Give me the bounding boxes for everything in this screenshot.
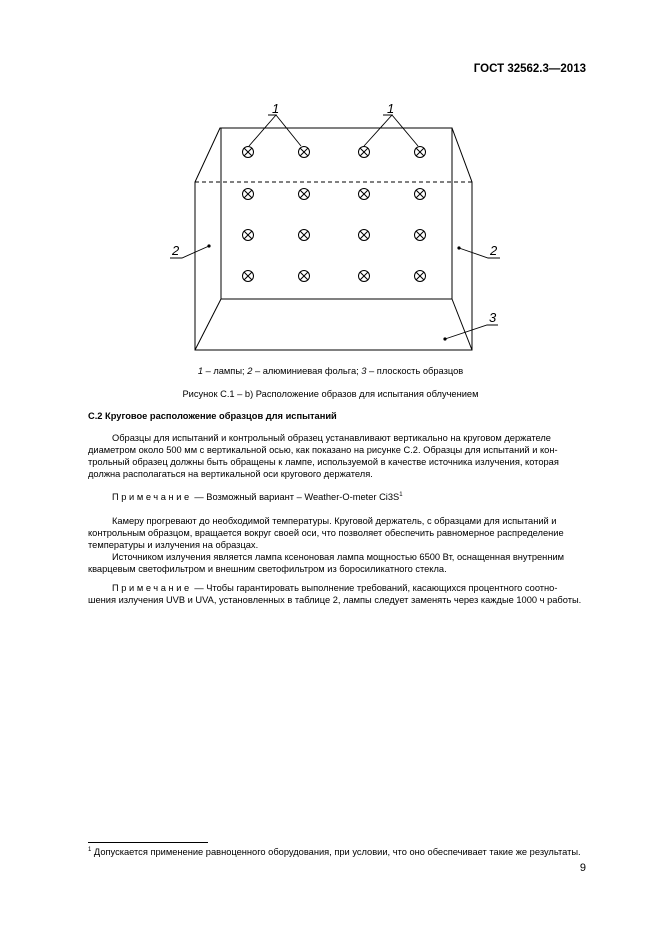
foil-marker-left — [207, 244, 210, 247]
legend-text-3: – плоскость образцов — [366, 366, 464, 376]
paragraph-3-line-2: кварцевым светофильтром и внешним светофильтром из боросиликатного стекла. — [88, 564, 447, 574]
note-1-label: Примечание — [112, 492, 192, 503]
note-2-line-2: шения излучения UVB и UVA, установленных в таблице 2, лампы следует заменять через каждые 1000 ч работы. — [88, 595, 582, 605]
lamp-icon — [243, 189, 254, 200]
page-number: 9 — [579, 862, 586, 874]
legend-number-3: 3 — [361, 366, 367, 376]
footnote-text: Допускается применение равноценного оборудования, при условии, что оно обеспечивает такие же результаты. — [91, 847, 581, 858]
paragraph-2-line-2: контрольным образцом, вращается вокруг своей оси, что позволяет обеспечить равномерное распределение — [88, 528, 564, 538]
legend-text-2: – алюминиевая фольга; — [252, 366, 362, 376]
figure-legend — [0, 366, 661, 376]
legend-number-2: 2 — [247, 366, 253, 376]
paragraph-1-line-1: Образцы для испытаний и контрольный образец устанавливают вертикально на круговом держателе — [112, 433, 551, 443]
footnote-mark: 1 — [88, 847, 92, 853]
exposure-chamber-figure — [0, 0, 661, 360]
lamp-icon — [359, 147, 370, 158]
callout-plane: 3 — [489, 310, 497, 325]
lamp-icon — [299, 189, 310, 200]
lamp-icon — [299, 230, 310, 241]
callout-lamp-right: 1 — [387, 101, 395, 116]
paragraph-2-line-1: Камеру прогревают до необходимой температуры. Круговой держатель, с образцами для испытаний и — [112, 516, 557, 526]
legend-text-1: – лампы; — [202, 366, 248, 376]
lamp-icon — [243, 271, 254, 282]
lamp-icon — [359, 271, 370, 282]
legend-number-1: 1 — [197, 366, 203, 376]
note-2-label: Примечание — [112, 583, 192, 593]
note-2-line-1: — Чтобы гарантировать выполнение требований, касающихся процентного соотно- — [191, 583, 558, 593]
floor-edge-right — [452, 299, 472, 350]
paragraph-1-line-3: трольный образец должны быть обращены к лампе, используемой в качестве источника излучения, которая — [88, 457, 559, 467]
lamp-icon — [359, 189, 370, 200]
lamp-icon — [415, 189, 426, 200]
footnote-separator — [88, 842, 208, 843]
foil-marker-right — [457, 246, 460, 249]
paragraph-3 — [88, 551, 584, 575]
plane-marker — [443, 337, 446, 340]
lamp-callout-line-right-b — [392, 115, 418, 146]
lamp-grid — [243, 147, 426, 282]
lamp-icon — [299, 271, 310, 282]
callout-foil-left: 2 — [172, 243, 180, 258]
paragraph-1-line-4: должна располагаться на вертикальной оси кругового держателя. — [88, 469, 373, 479]
lamp-icon — [415, 230, 426, 241]
paragraph-1-line-2: диаметром около 500 мм с вертикальной осью, как показано на рисунке С.2. Образцы для испытаний и кон- — [88, 445, 558, 455]
note-2 — [88, 582, 584, 606]
paragraph-2 — [88, 515, 584, 551]
lamp-icon — [243, 147, 254, 158]
lamp-icon — [359, 230, 370, 241]
callout-foil-right: 2 — [490, 243, 498, 258]
lamp-callout-line-right-a — [364, 115, 392, 146]
section-heading: С.2 Круговое расположение образцов для испытаний — [88, 411, 337, 421]
lamp-icon — [299, 147, 310, 158]
lamp-callout-line-left-b — [276, 115, 301, 146]
footnote — [88, 847, 581, 857]
lamp-icon — [243, 230, 254, 241]
footnote-ref: 1 — [399, 492, 403, 498]
figure-caption: Рисунок С.1 – b) Расположение образов для испытания облучением — [182, 389, 479, 399]
paragraph-2-line-3: температуры и излучения на образцах. — [88, 540, 259, 550]
lamp-icon — [415, 147, 426, 158]
document-header: ГОСТ 32562.3—2013 — [473, 63, 586, 75]
note-1 — [88, 489, 584, 503]
floor-edge-left — [195, 299, 221, 350]
note-1-text: — Возможный вариант – Weather-O-meter Ci3S — [191, 492, 400, 503]
chamber-outline — [195, 128, 472, 350]
paragraph-3-line-1: Источником излучения является лампа ксеноновая лампа мощностью 6500 Вт, оснащенная внутренним — [112, 552, 565, 562]
paragraph-1 — [88, 432, 584, 480]
callout-lamp-left: 1 — [272, 101, 280, 116]
lamp-callout-line-left-a — [249, 115, 276, 146]
lamp-icon — [415, 271, 426, 282]
